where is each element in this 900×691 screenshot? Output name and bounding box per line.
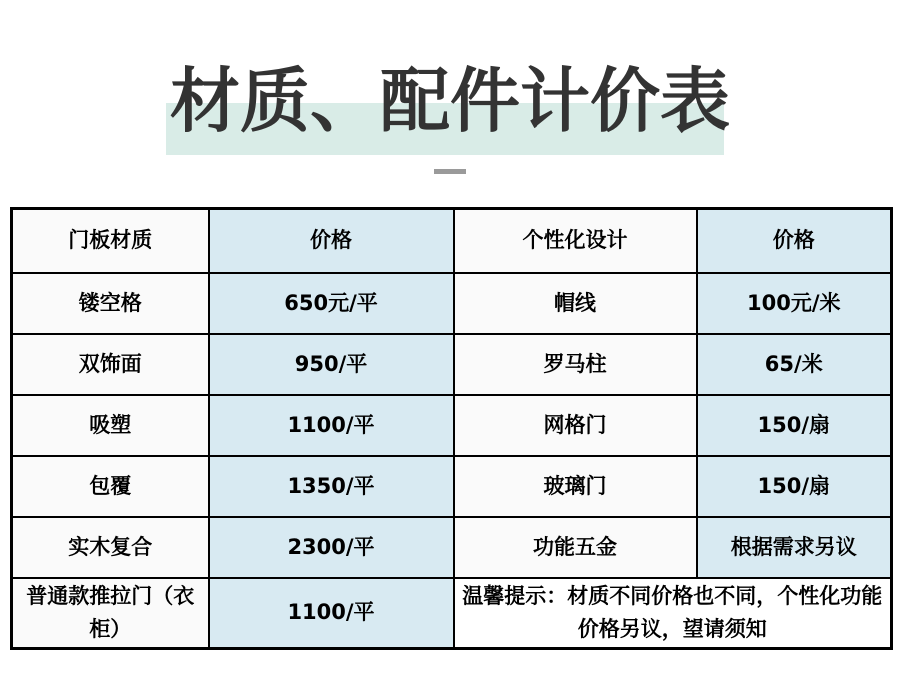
- design-cell: 网格门: [454, 395, 697, 456]
- page-title-wrap: [170, 60, 730, 142]
- material-cell: 普通款推拉门（衣柜）: [12, 578, 209, 649]
- table-header-row: [12, 209, 892, 273]
- material-cell: 镂空格: [12, 273, 209, 334]
- table-row: [12, 456, 892, 517]
- price-cell: 2300/平: [209, 517, 454, 578]
- price-cell: 1350/平: [209, 456, 454, 517]
- price-cell: 1100/平: [209, 578, 454, 649]
- price-cell: 1100/平: [209, 395, 454, 456]
- material-cell: 实木复合: [12, 517, 209, 578]
- material-cell: 吸塑: [12, 395, 209, 456]
- header-price-2: 价格: [697, 209, 892, 273]
- design-cell: 帽线: [454, 273, 697, 334]
- price-cell: 65/米: [697, 334, 892, 395]
- title-dash-divider: [434, 169, 466, 174]
- price-cell: 650元/平: [209, 273, 454, 334]
- table-row: [12, 395, 892, 456]
- material-cell: 包覆: [12, 456, 209, 517]
- table-footer-row: [12, 578, 892, 649]
- table-row: [12, 334, 892, 395]
- price-cell: 150/扇: [697, 395, 892, 456]
- header-custom-design: 个性化设计: [454, 209, 697, 273]
- title-block: [0, 0, 900, 174]
- material-cell: 双饰面: [12, 334, 209, 395]
- pricing-table: [10, 207, 893, 650]
- design-cell: 功能五金: [454, 517, 697, 578]
- table-row: [12, 517, 892, 578]
- design-cell: 玻璃门: [454, 456, 697, 517]
- header-price-1: 价格: [209, 209, 454, 273]
- design-cell: 罗马柱: [454, 334, 697, 395]
- header-door-material: 门板材质: [12, 209, 209, 273]
- notice-cell: 温馨提示：材质不同价格也不同，个性化功能价格另议，望请须知: [454, 578, 892, 649]
- price-cell: 100元/米: [697, 273, 892, 334]
- page-title: 材质、配件计价表: [170, 60, 730, 142]
- price-cell: 950/平: [209, 334, 454, 395]
- price-cell: 根据需求另议: [697, 517, 892, 578]
- price-cell: 150/扇: [697, 456, 892, 517]
- table-row: [12, 273, 892, 334]
